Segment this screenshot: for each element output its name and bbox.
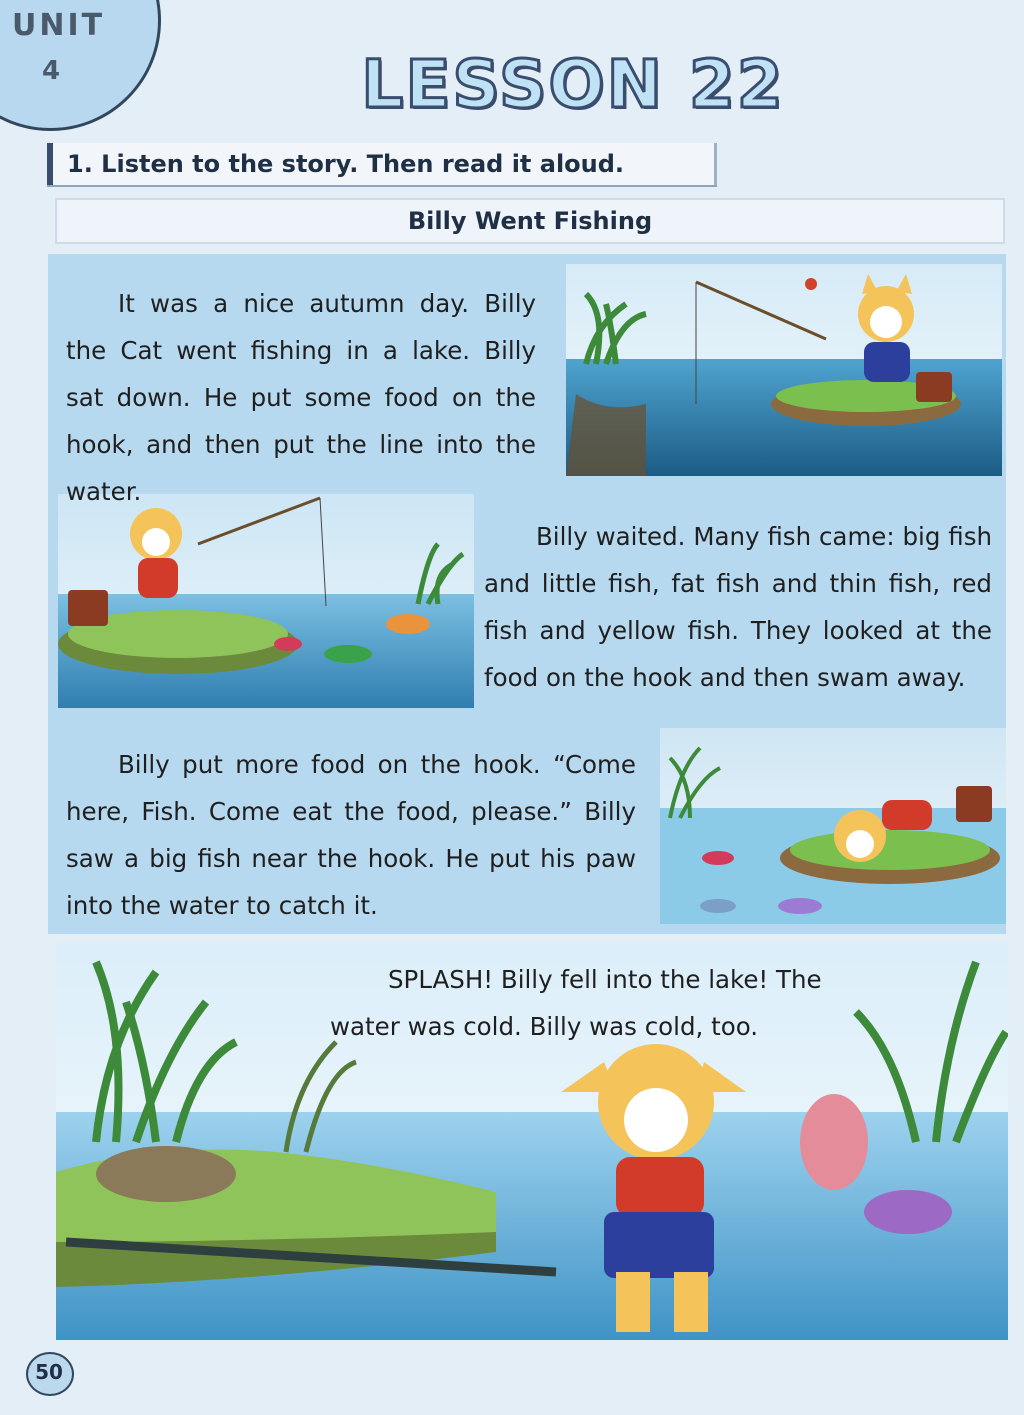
lesson-title: LESSON 22 <box>361 46 785 123</box>
story-paragraph-4 <box>330 956 830 1050</box>
page-number: 50 <box>35 1360 63 1384</box>
story-paragraph-3: Billy put more food on the hook. “Come here, Fish. Come eat the food, please.” Billy saw a big fish near the hook. He put his paw into the water to catch it. <box>66 750 636 920</box>
story-paragraph-4-line-1: SPLASH! Billy fell into the lake! The <box>388 965 822 994</box>
unit-number: 4 <box>42 56 61 86</box>
illustration-billy-fishing-raft <box>566 264 1002 476</box>
illustration-billy-waiting <box>58 494 474 708</box>
unit-label: UNIT <box>12 8 106 43</box>
instruction-banner: 1. Listen to the story. Then read it aloud. <box>47 143 717 185</box>
illustration-billy-reaching <box>660 728 1006 924</box>
story-paragraph-4-line-2: water was cold. Billy was cold, too. <box>330 1012 759 1041</box>
story-paragraph-2: Billy waited. Many fish came: big fish and little fish, fat fish and thin fish, red fish and yellow fish. They looked at the food on the hook and then swam away. <box>484 522 992 692</box>
story-title: Billy Went Fishing <box>55 198 1005 244</box>
story-paragraph-1: It was a nice autumn day. Billy the Cat went fishing in a lake. Billy sat down. He put some food on the hook, and then put the line into the water. <box>66 289 536 506</box>
